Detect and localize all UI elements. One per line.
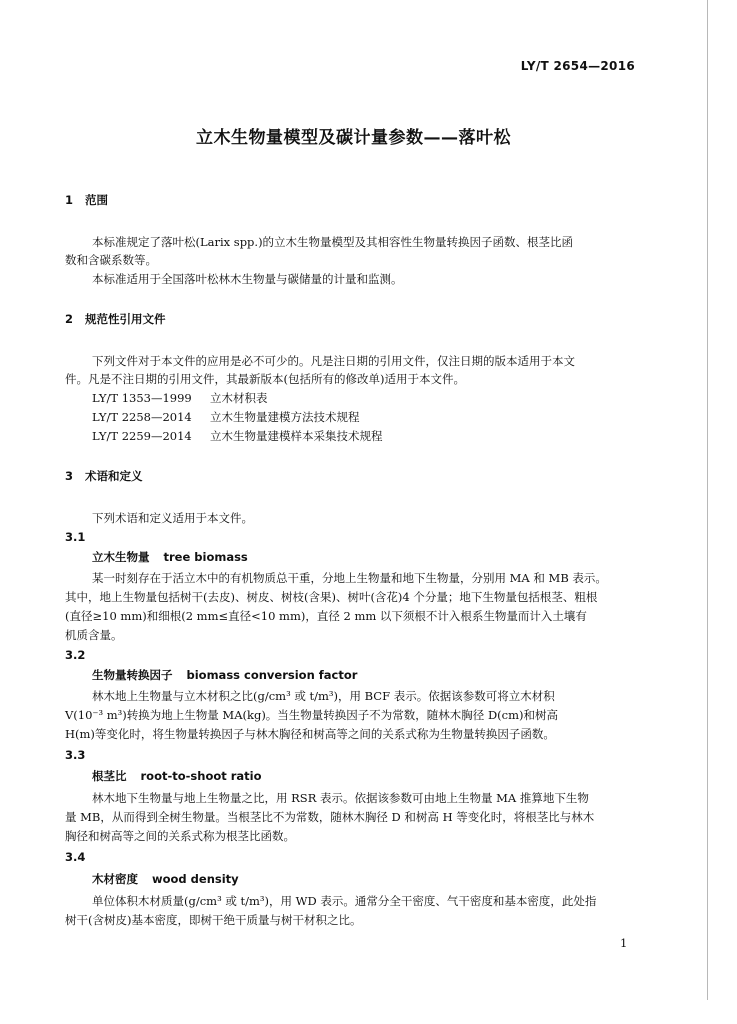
section-number: 3 [65,469,74,483]
reference-name: 立木生物量建模样本采集技术规程 [210,429,383,443]
term-en: tree biomass [163,550,248,564]
page-number: 1 [620,936,628,950]
s1-paragraph-2: 本标准适用于全国落叶松林木生物量与碳储量的计量和监测。 [92,272,403,286]
section-1-heading [65,192,108,208]
reference-name: 立木材积表 [210,391,268,405]
s1-paragraph-1-line-1: 本标准规定了落叶松(Larix spp.)的立木生物量模型及其相容性生物量转换因子函数、根茎比函 [92,235,574,249]
s3-intro: 下列术语和定义适用于本文件。 [92,511,253,525]
reference-code: LY/T 2259—2014 [92,429,192,443]
term-zh: 生物量转换因子 [92,668,173,682]
term-en: wood density [152,872,239,886]
term-title [92,871,239,887]
term-en: root-to-shoot ratio [140,769,262,783]
term-definition-line: 树干(含树皮)基本密度，即树干绝干质量与树干材积之比。 [65,913,362,927]
s2-paragraph-line-2: 件。凡是不注日期的引用文件，其最新版本(包括所有的修改单)适用于本文件。 [65,372,465,386]
term-title [92,549,248,565]
section-title: 范围 [85,193,108,207]
term-definition-line: 其中，地上生物量包括树干(去皮)、树皮、树枝(含果)、树叶(含花)4 个分量；地下生物量包括根茎、粗根 [65,590,598,604]
reference-code: LY/T 1353—1999 [92,391,192,405]
reference-item [92,427,383,445]
term-definition-line: 单位体积木材质量(g/cm³ 或 t/m³)，用 WD 表示。通常分全干密度、气干密度和基本密度，此处指 [92,894,597,908]
term-title [92,768,262,784]
page-edge-line [707,0,708,1000]
term-definition-line: H(m)等变化时，将生物量转换因子与林木胸径和树高等之间的关系式称为生物量转换因子函数。 [65,727,555,741]
term-definition-line: V(10⁻³ m³)转换为地上生物量 MA(kg)。当生物量转换因子不为常数，随林木胸径 D(cm)和树高 [65,708,558,722]
term-definition-line: 量 MB，从而得到全树生物量。当根茎比不为常数，随林木胸径 D 和树高 H 等变化时，将根茎比与林木 [65,810,595,824]
section-2-heading [65,311,166,327]
reference-item [92,408,360,426]
s1-paragraph-1-line-2: 数和含碳系数等。 [65,253,157,267]
term-definition-line: 机质含量。 [65,628,123,642]
term-number: 3.4 [65,850,86,864]
term-zh: 木材密度 [92,872,138,886]
standard-code: LY/T 2654—2016 [520,59,635,73]
term-number: 3.2 [65,648,86,662]
section-number: 2 [65,312,74,326]
term-en: biomass conversion factor [186,668,358,682]
term-zh: 根茎比 [92,769,127,783]
term-definition-line: 某一时刻存在于活立木中的有机物质总干重，分地上生物量和地下生物量，分别用 MA 和 MB 表示。 [92,571,607,585]
section-3-heading [65,468,143,484]
s2-paragraph-line-1: 下列文件对于本文件的应用是必不可少的。凡是注日期的引用文件，仅注日期的版本适用于本文 [92,354,575,368]
reference-item [92,389,268,407]
term-zh: 立木生物量 [92,550,150,564]
term-title [92,667,357,683]
term-definition-line: 林木地下生物量与地上生物量之比，用 RSR 表示。依据该参数可由地上生物量 MA 推算地下生物 [92,791,589,805]
section-title: 规范性引用文件 [85,312,166,326]
section-number: 1 [65,193,74,207]
term-definition-line: (直径≥10 mm)和细根(2 mm≤直径<10 mm)，直径 2 mm 以下须根不计入根系生物量而计入土壤有 [65,609,587,623]
term-number: 3.1 [65,530,86,544]
term-definition-line: 胸径和树高等之间的关系式称为根茎比函数。 [65,829,295,843]
term-definition-line: 林木地上生物量与立木材积之比(g/cm³ 或 t/m³)，用 BCF 表示。依据该参数可将立木材积 [92,689,555,703]
reference-name: 立木生物量建模方法技术规程 [210,410,360,424]
document-title: 立木生物量模型及碳计量参数——落叶松 [196,128,511,148]
section-title: 术语和定义 [85,469,143,483]
term-number: 3.3 [65,748,86,762]
reference-code: LY/T 2258—2014 [92,410,192,424]
